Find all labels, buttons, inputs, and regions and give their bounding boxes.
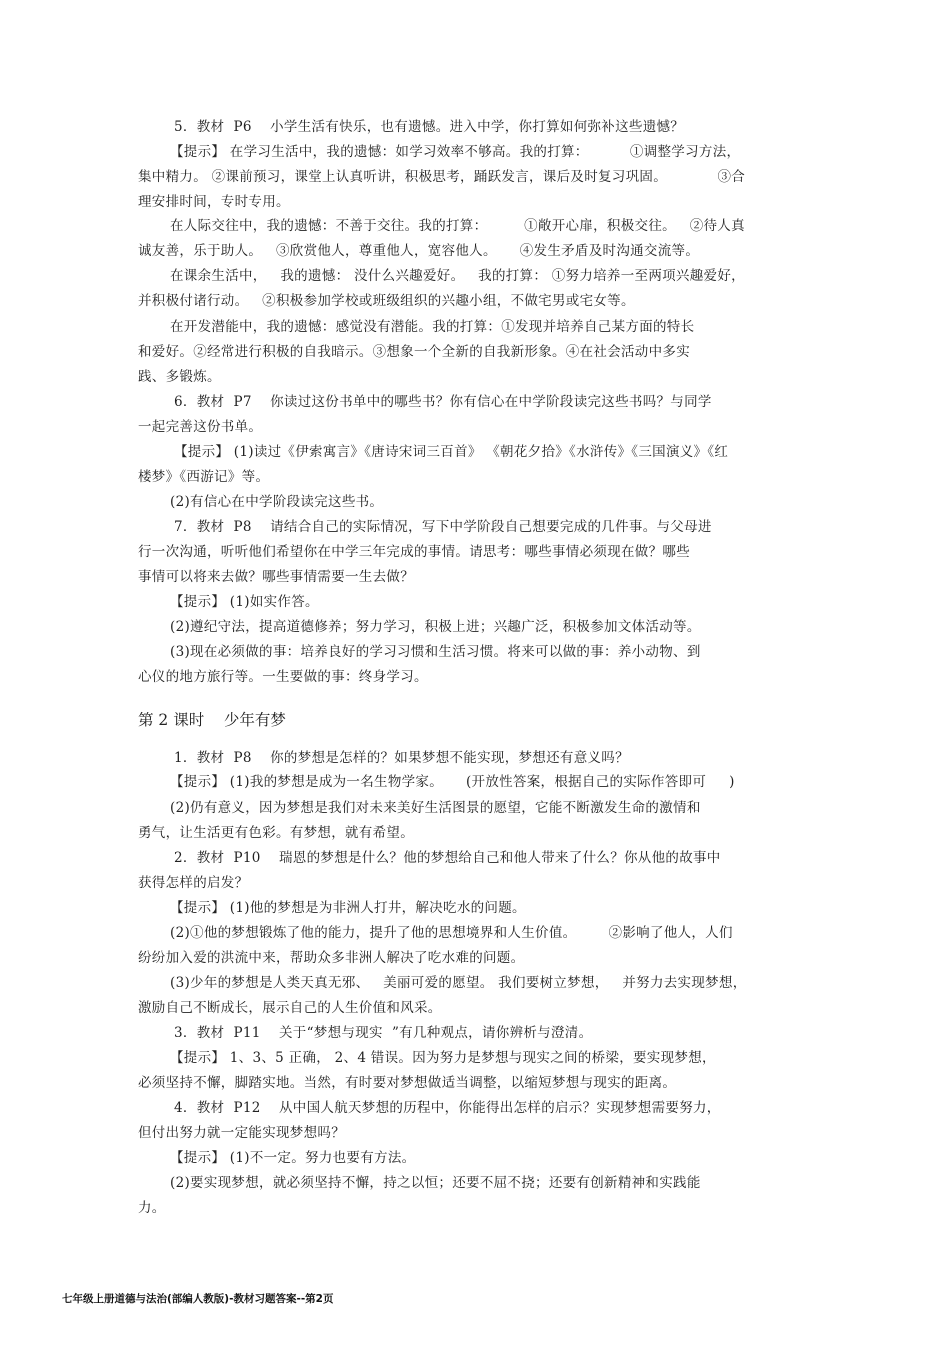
- text-line: 在人际交往中，我的遗憾：不善于交往。我的打算： ①敞开心扉，积极交往。 ②待人真: [170, 218, 745, 234]
- text-line: 4．教材 P12 从中国人航天梦想的历程中，你能得出怎样的启示？实现梦想需要努力，: [174, 1100, 721, 1116]
- text-line: 【提示】 (1)他的梦想是为非洲人打井，解决吃水的问题。: [170, 900, 526, 916]
- text-line: 3．教材 P11 关于“梦想与现实 ”有几种观点，请你辨析与澄清。: [174, 1025, 593, 1041]
- text-line: 7．教材 P8 请结合自己的实际情况，写下中学阶段自己想要完成的几件事。与父母进: [174, 519, 712, 535]
- text-line: 并积极付诸行动。 ②积极参加学校或班级组织的兴趣小组，不做宅男或宅女等。: [138, 293, 635, 309]
- text-line: 必须坚持不懈，脚踏实地。当然，有时要对梦想做适当调整，以缩短梦想与现实的距离。: [138, 1075, 677, 1091]
- text-line: (2)①他的梦想锻炼了他的能力，提升了他的思想境界和人生价值。 ②影响了他人，人们: [170, 925, 733, 941]
- text-line: 获得怎样的启发？: [138, 875, 249, 891]
- text-line: 心仪的地方旅行等。一生要做的事：终身学习。: [138, 669, 428, 685]
- page-footer: 七年级上册道德与法治(部编人教版)-教材习题答案--第2页: [62, 1293, 334, 1305]
- text-line: 践、多锻炼。: [138, 369, 221, 385]
- text-line: 力。: [138, 1200, 166, 1216]
- text-line: 【提示】 1、3、5 正确， 2、4 错误。因为努力是梦想与现实之间的桥梁，要实现梦想，: [170, 1050, 716, 1066]
- text-line: 事情可以将来去做？哪些事情需要一生去做？: [138, 569, 414, 585]
- text-line: 但付出努力就一定能实现梦想吗？: [138, 1125, 345, 1141]
- text-line: (3)现在必须做的事：培养良好的学习习惯和生活习惯。将来可以做的事：养小动物、到: [170, 644, 701, 660]
- text-line: 激励自己不断成长，展示自己的人生价值和风采。: [138, 1000, 442, 1016]
- text-line: 和爱好。②经常进行积极的自我暗示。③想象一个全新的自我新形象。④在社会活动中多实: [138, 344, 690, 360]
- text-line: (2)有信心在中学阶段读完这些书。: [170, 494, 384, 510]
- lesson-heading: 第 2 课时 少年有梦: [138, 711, 286, 729]
- text-line: 1．教材 P8 你的梦想是怎样的？如果梦想不能实现，梦想还有意义吗？: [174, 750, 629, 766]
- text-line: 5．教材 P6 小学生活有快乐，也有遗憾。进入中学，你打算如何弥补这些遗憾？: [174, 119, 685, 135]
- text-line: 一起完善这份书单。: [138, 419, 263, 435]
- text-line: 理安排时间，专时专用。: [138, 194, 290, 210]
- text-line: 【提示】 (1)读过《伊索寓言》《唐诗宋词三百首》 《朝花夕拾》《水浒传》《三国演义》《红: [174, 444, 729, 460]
- text-line: 2．教材 P10 瑞恩的梦想是什么？他的梦想给自己和他人带来了什么？你从他的故事中: [174, 850, 721, 866]
- text-line: 楼梦》《西游记》等。: [138, 469, 270, 485]
- text-line: 行一次沟通，听听他们希望你在中学三年完成的事情。请思考：哪些事情必须现在做？哪些: [138, 544, 690, 560]
- text-line: 【提示】 (1)我的梦想是成为一名生物学家。 (开放性答案，根据自己的实际作答即可 ): [170, 774, 735, 790]
- text-line: 诚友善，乐于助人。 ③欣赏他人，尊重他人，宽容他人。 ④发生矛盾及时沟通交流等。: [138, 243, 700, 259]
- text-line: 在开发潜能中，我的遗憾：感觉没有潜能。我的打算：①发现并培养自己某方面的特长: [170, 319, 695, 335]
- text-line: 集中精力。 ②课前预习，课堂上认真听讲，积极思考，踊跃发言，课后及时复习巩固。 ③合: [138, 169, 746, 185]
- text-line: 纷纷加入爱的洪流中来，帮助众多非洲人解决了吃水难的问题。: [138, 950, 525, 966]
- text-line: 【提示】 在学习生活中，我的遗憾：如学习效率不够高。我的打算： ①调整学习方法，: [170, 144, 741, 160]
- text-line: 【提示】 (1)如实作答。: [170, 594, 319, 610]
- text-line: 【提示】 (1)不一定。努力也要有方法。: [170, 1150, 416, 1166]
- text-line: 6．教材 P7 你读过这份书单中的哪些书？你有信心在中学阶段读完这些书吗？与同学: [174, 394, 712, 410]
- text-line: (2)仍有意义，因为梦想是我们对未来美好生活图景的愿望，它能不断激发生命的激情和: [170, 800, 701, 816]
- text-line: (2)遵纪守法，提高道德修养；努力学习，积极上进；兴趣广泛，积极参加文体活动等。: [170, 619, 701, 635]
- text-line: (2)要实现梦想，就必须坚持不懈，持之以恒；还要不屈不挠；还要有创新精神和实践能: [170, 1175, 701, 1191]
- text-line: (3)少年的梦想是人类天真无邪、 美丽可爱的愿望。 我们要树立梦想， 并努力去实现梦想，: [170, 975, 747, 991]
- text-line: 在课余生活中， 我的遗憾： 没什么兴趣爱好。 我的打算： ①努力培养一至两项兴趣爱好，: [170, 268, 745, 284]
- text-line: 勇气，让生活更有色彩。有梦想，就有希望。: [138, 825, 414, 841]
